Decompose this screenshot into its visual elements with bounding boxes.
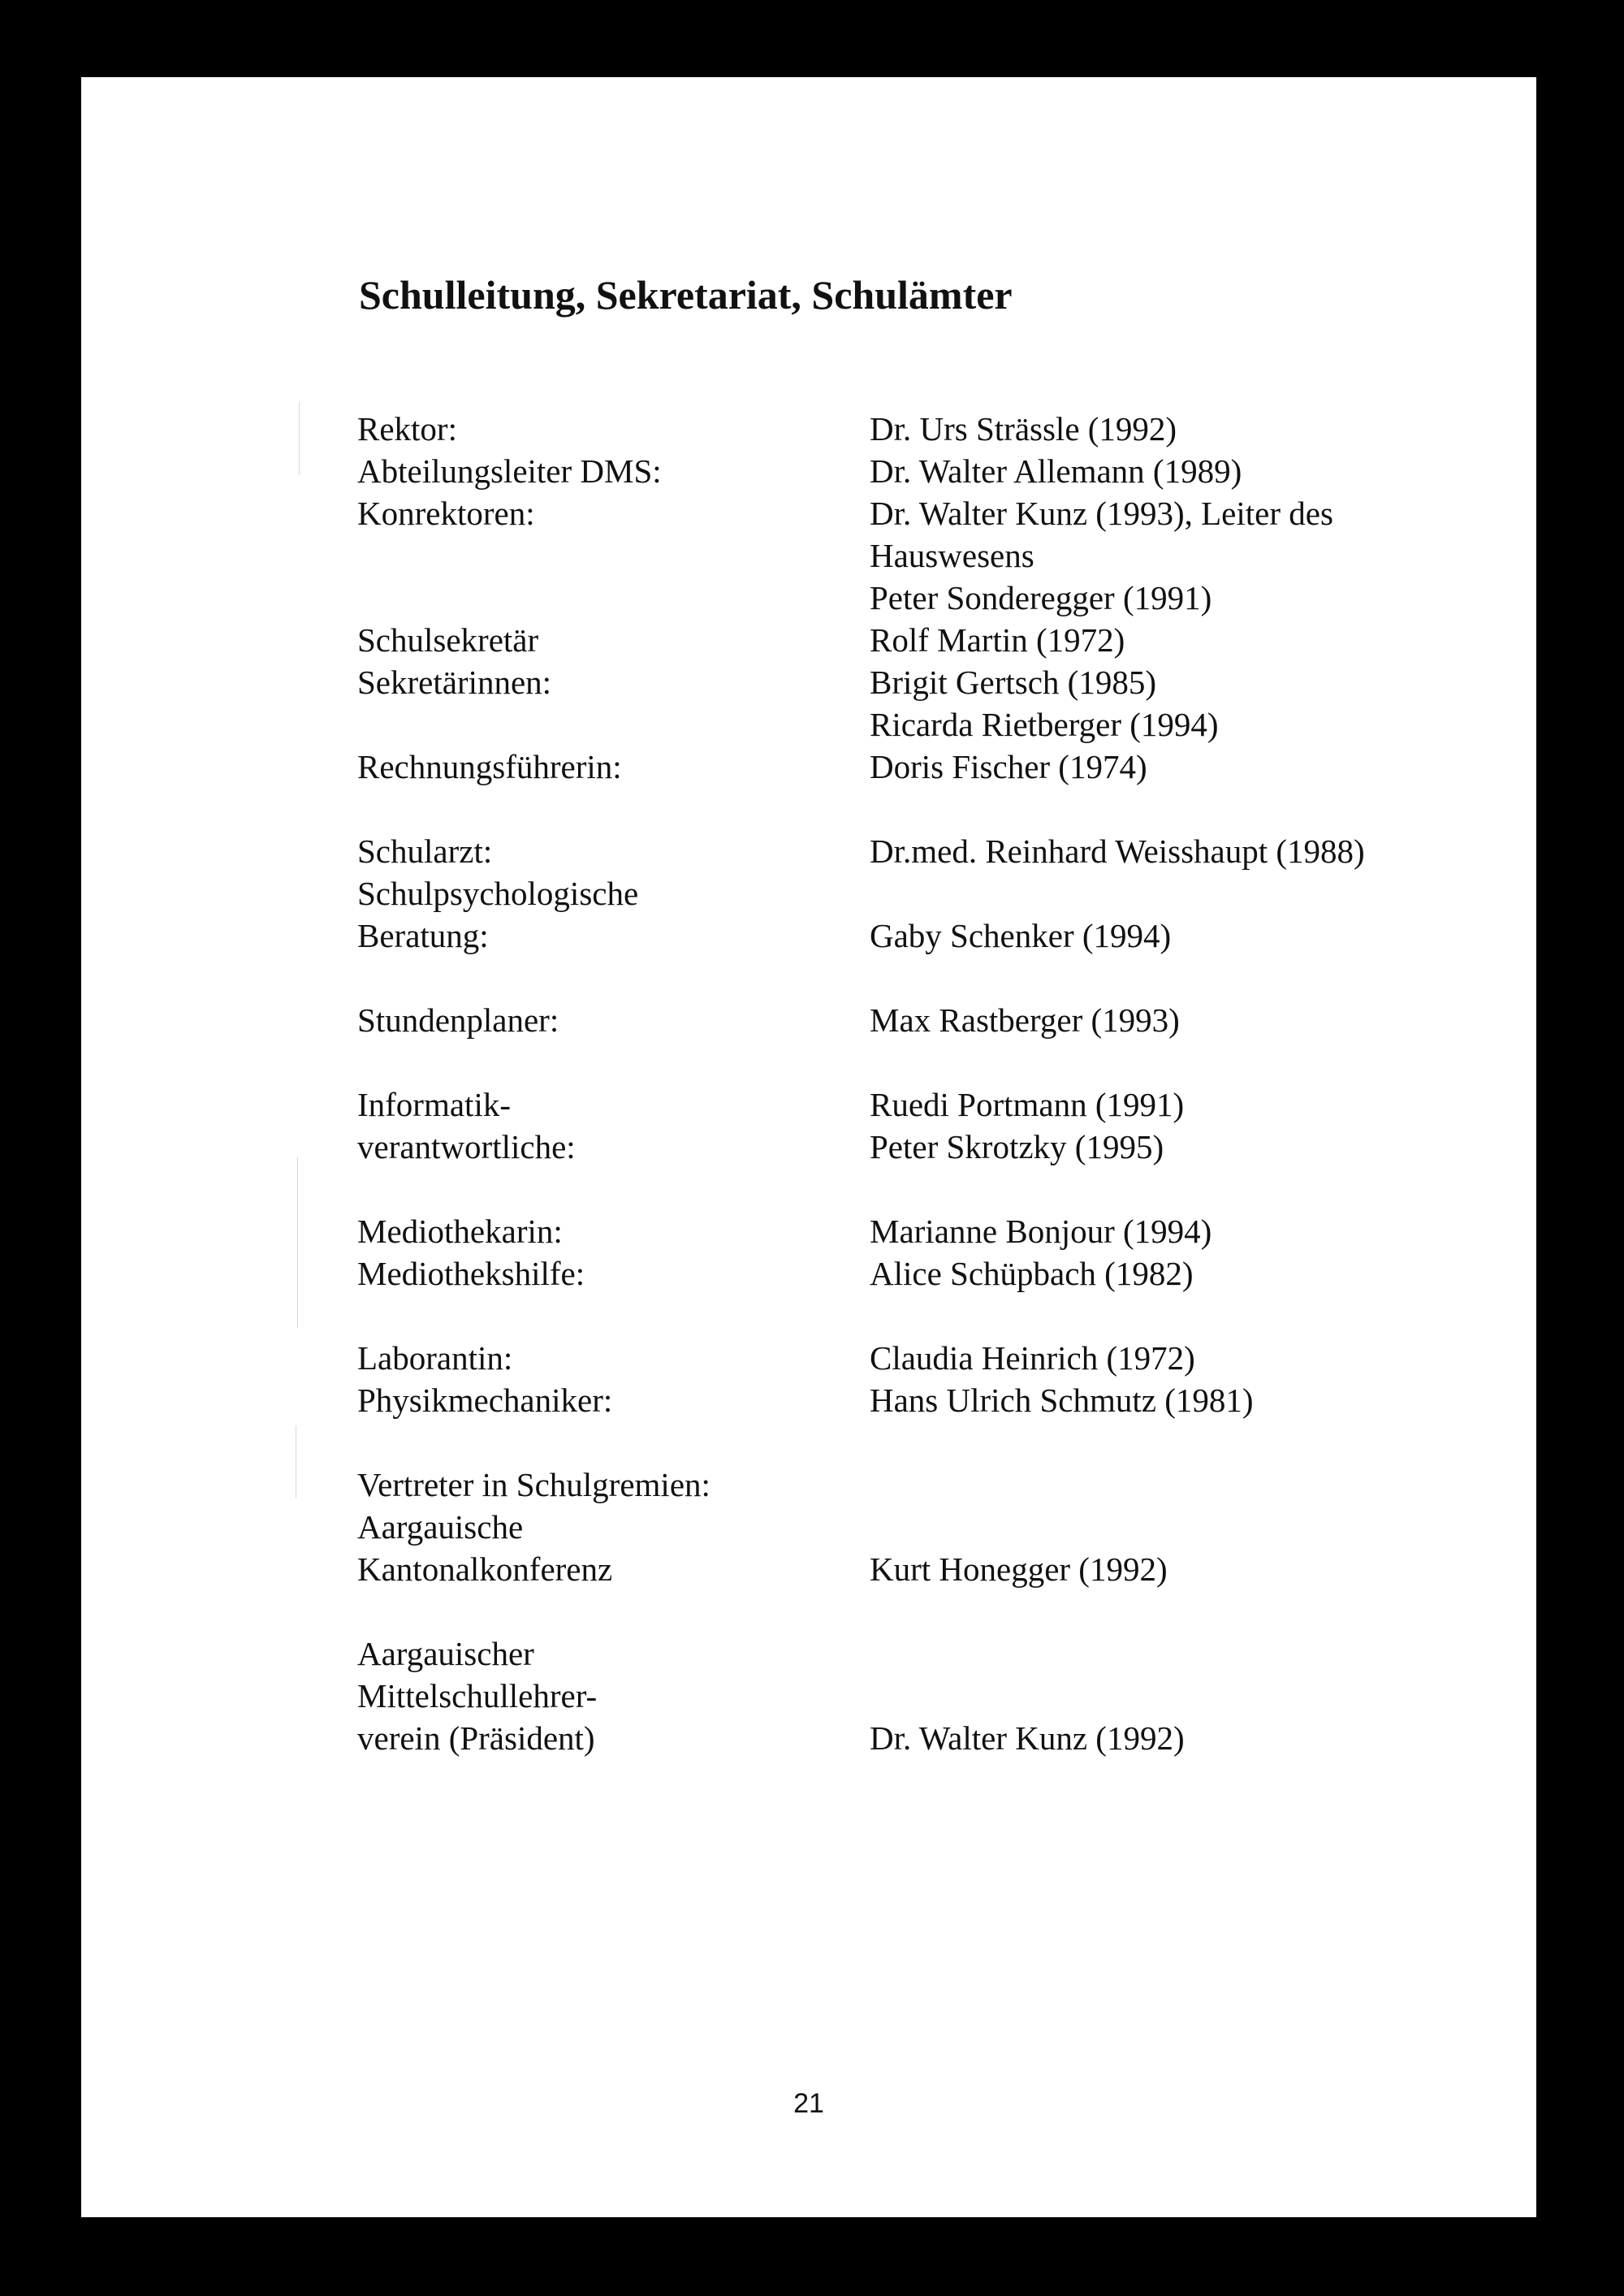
value-schularzt: Dr.med. Reinhard Weisshaupt (1988) bbox=[870, 832, 1365, 870]
value-rektor: Dr. Urs Strässle (1992) bbox=[870, 410, 1177, 448]
scan-artifact-line bbox=[299, 402, 300, 475]
document-page bbox=[81, 77, 1536, 2217]
value-stundenplaner: Max Rastberger (1993) bbox=[870, 1001, 1180, 1039]
label-rechnungsfuehrerin: Rechnungsführerin: bbox=[357, 748, 622, 785]
label-abteilungsleiter: Abteilungsleiter DMS: bbox=[357, 452, 662, 490]
label-verein-praesident: verein (Präsident) bbox=[357, 1719, 595, 1757]
label-beratung: Beratung: bbox=[357, 917, 489, 954]
value-mediothekarin: Marianne Bonjour (1994) bbox=[870, 1213, 1212, 1250]
value-rechnungsfuehrerin: Doris Fischer (1974) bbox=[870, 748, 1147, 785]
label-schulsekretaer: Schulsekretär bbox=[357, 621, 539, 659]
label-schularzt: Schularzt: bbox=[357, 832, 493, 870]
page-number: 21 bbox=[793, 2088, 824, 2119]
label-vertreter-schulgremien: Vertreter in Schulgremien: bbox=[357, 1466, 710, 1503]
label-mediothekarin: Mediothekarin: bbox=[357, 1213, 563, 1250]
value-informatik-1: Ruedi Portmann (1991) bbox=[870, 1086, 1185, 1123]
label-verantwortliche: verantwortliche: bbox=[357, 1128, 576, 1165]
value-konrektor-1-cont: Hauswesens bbox=[870, 537, 1034, 574]
label-stundenplaner: Stundenplaner: bbox=[357, 1001, 559, 1039]
scan-artifact-line bbox=[297, 1157, 298, 1328]
value-abteilungsleiter: Dr. Walter Allemann (1989) bbox=[870, 452, 1242, 490]
label-rektor: Rektor: bbox=[357, 410, 457, 448]
value-schulsekretaer: Rolf Martin (1972) bbox=[870, 621, 1125, 659]
value-kantonalkonferenz: Kurt Honegger (1992) bbox=[870, 1550, 1168, 1588]
label-physikmechaniker: Physikmechaniker: bbox=[357, 1381, 613, 1419]
label-kantonalkonferenz: Kantonalkonferenz bbox=[357, 1550, 613, 1588]
value-physikmechaniker: Hans Ulrich Schmutz (1981) bbox=[870, 1381, 1254, 1419]
value-beratung: Gaby Schenker (1994) bbox=[870, 917, 1172, 954]
value-informatik-2: Peter Skrotzky (1995) bbox=[870, 1128, 1164, 1165]
label-mediothekshilfe: Mediothekshilfe: bbox=[357, 1255, 585, 1292]
value-sekretaerin-2: Ricarda Rietberger (1994) bbox=[870, 706, 1219, 743]
value-konrektor-2: Peter Sonderegger (1991) bbox=[870, 579, 1212, 616]
label-informatik: Informatik- bbox=[357, 1086, 511, 1123]
label-schulpsychologische: Schulpsychologische bbox=[357, 875, 639, 912]
label-konrektoren: Konrektoren: bbox=[357, 495, 535, 532]
value-praesident: Dr. Walter Kunz (1992) bbox=[870, 1719, 1185, 1757]
value-laborantin: Claudia Heinrich (1972) bbox=[870, 1339, 1195, 1377]
label-laborantin: Laborantin: bbox=[357, 1339, 513, 1377]
page-title: Schulleitung, Sekretariat, Schulämter bbox=[359, 272, 1013, 318]
value-sekretaerin-1: Brigit Gertsch (1985) bbox=[870, 664, 1156, 701]
label-aargauische: Aargauische bbox=[357, 1508, 524, 1546]
value-mediothekshilfe: Alice Schüpbach (1982) bbox=[870, 1255, 1194, 1292]
label-mittelschullehrer: Mittelschullehrer- bbox=[357, 1677, 598, 1714]
value-konrektor-1: Dr. Walter Kunz (1993), Leiter des bbox=[870, 495, 1333, 532]
label-aargauischer: Aargauischer bbox=[357, 1635, 534, 1672]
label-sekretaerinnen: Sekretärinnen: bbox=[357, 664, 552, 701]
